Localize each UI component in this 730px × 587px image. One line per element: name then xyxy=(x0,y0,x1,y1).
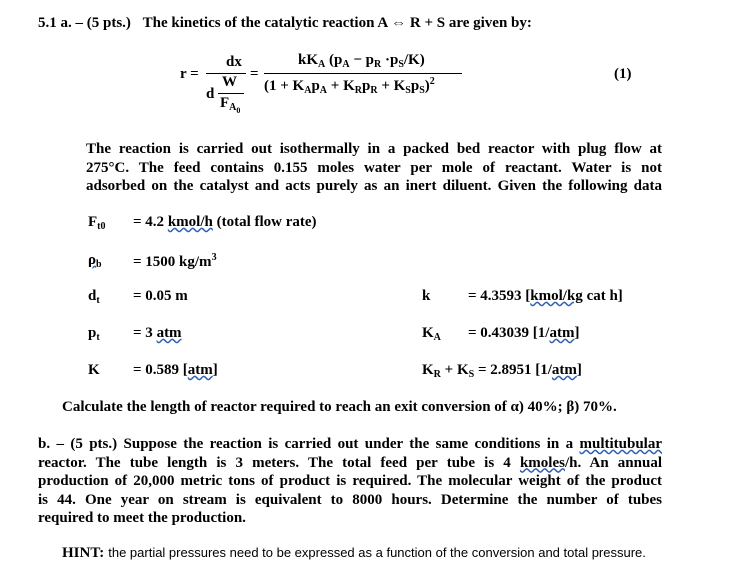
part-b-line-5: required to meet the production. xyxy=(38,510,246,526)
ka-value: = 0.43039 [1/atm] xyxy=(468,325,580,341)
heading-text-b: R + S are given by: xyxy=(409,15,532,31)
pt-symbol: $p_t$ xyxy=(88,325,100,343)
ft0-symbol: $F_{t0}$ xyxy=(88,214,106,232)
eq-numerator: $kK_A$ $(p_A - p_R \cdot p_S/K)$ xyxy=(298,52,425,70)
part-b-line-3: production of 20,000 metric tons of product is required. The molecular weight of the product xyxy=(38,473,662,489)
equilibrium-arrow: ⇔ xyxy=(391,15,407,31)
eq-r: r = xyxy=(180,66,199,82)
heading-text-a: The kinetics of the catalytic reaction A xyxy=(142,15,388,31)
eq-dx: dx xyxy=(226,54,242,70)
eq-FA0: $F_{A0}$ xyxy=(220,95,241,115)
eq-equals: = xyxy=(250,66,259,82)
description-line-2: 275°C. The feed contains 0.155 moles water per mole of reactant. Water is not xyxy=(86,159,662,176)
problem-heading xyxy=(38,15,532,32)
part-b-line-1: b. – (5 pts.) Suppose the reaction is carried out under the same conditions in a multitubular xyxy=(38,436,662,452)
k-value: = 4.3593 [kmol/kg cat h] xyxy=(468,288,623,304)
calculate-instruction: Calculate the length of reactor required to reach an exit conversion of α) 40%; β) 70%. xyxy=(62,399,617,415)
k-symbol: k xyxy=(422,288,431,304)
description-paragraph xyxy=(86,140,662,196)
description-line-1: The reaction is carried out isothermally in a packed bed reactor with plug flow at xyxy=(86,141,662,157)
K-symbol: K xyxy=(88,362,100,378)
dt-symbol: $d_t$ xyxy=(88,288,100,306)
problem-number: 5.1 a. – xyxy=(38,15,83,31)
dt-value: = 0.05 m xyxy=(133,288,188,304)
eq-main-fraction-bar xyxy=(264,73,462,74)
eq-W: W xyxy=(222,74,237,90)
eq-d: d xyxy=(206,86,215,102)
ft0-value: = 4.2 kmol/h (total flow rate) xyxy=(133,214,317,230)
pt-value: = 3 atm xyxy=(133,325,182,341)
ka-symbol: $K_A$ xyxy=(422,325,441,343)
rho-symbol: $\rho_b$ xyxy=(88,252,102,270)
hint-text: the partial pressures need to be expressed as a function of the conversion and total pressure. xyxy=(108,545,646,560)
hint-label: HINT: xyxy=(62,545,105,561)
eq-inner-fraction-bar xyxy=(218,93,244,94)
points-label: (5 pts.) xyxy=(86,15,131,31)
part-b-line-2: reactor. The tube length is 3 meters. The total feed per tube is 4 kmoles/h. An annual xyxy=(38,454,662,471)
hint-line xyxy=(62,544,646,562)
krks-expression: $K_R + K_S = 2.8951$ [1/atm] xyxy=(422,362,582,380)
part-b-paragraph xyxy=(38,435,662,528)
K-value: = 0.589 [atm] xyxy=(133,362,218,378)
part-b-line-4: is 44. One year on stream is equivalent to 8000 hours. Determine the number of tubes xyxy=(38,491,662,508)
description-line-3: adsorbed on the catalyst and acts purely as an inert diluent. Given the following data xyxy=(86,178,662,194)
eq-denominator: $(1 + K_Ap_A + K_Rp_R + K_Sp_S)^2$ xyxy=(264,76,435,96)
equation-number: (1) xyxy=(614,66,632,82)
rho-value: = 1500 $kg/m^3$ xyxy=(133,252,217,270)
